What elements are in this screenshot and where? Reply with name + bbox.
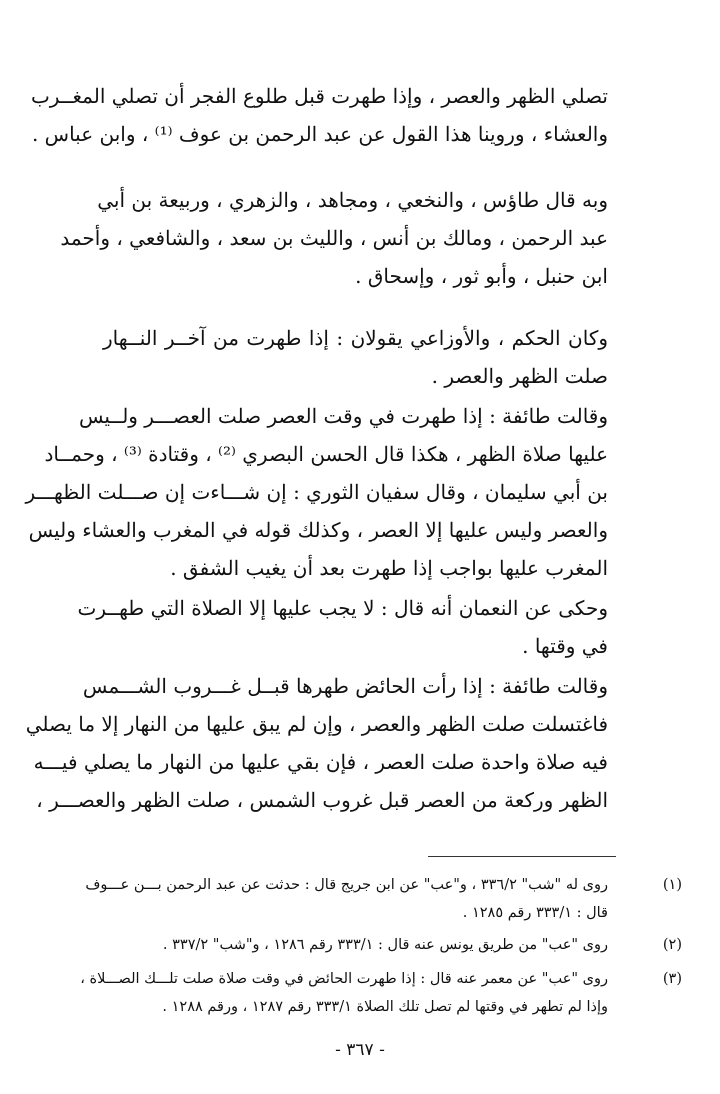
body-line-18: الظهر وركعة من العصر قبل غروب الشمس ، صلت الظهر والعصـــر ،	[36, 788, 608, 812]
body-line-9: عليها صلاة الظهر ، هكذا قال الحسن البصري ⁽²⁾ ، وقتادة ⁽³⁾ ، وحمــاد	[44, 442, 608, 466]
footnote-2-text: روى "عب" من طريق يونس عنه قال : ٣٣٣/١ رقم ١٢٨٦ ، و"شب" ٣٣٧/٢ .	[162, 937, 608, 953]
body-line-7: صلت الظهر والعصر .	[431, 364, 608, 388]
footnote-3-text: روى "عب" عن معمر عنه قال : إذا طهرت الحائض في وقت صلاة صلت تلـــك الصـــلاة ،	[80, 971, 608, 987]
body-line-16: فاغتسلت صلت الظهر والعصر ، وإن لم يبق عليها من النهار إلا ما يصلي	[25, 712, 608, 736]
body-line-11: والعصر وليس عليها إلا العصر ، وكذلك قوله في المغرب والعشاء وليس	[28, 518, 608, 542]
body-line-3: وبه قال طاؤس ، والنخعي ، ومجاهد ، والزهري ، وربيعة بن أبي	[97, 188, 608, 212]
body-line-2: والعشاء ، وروينا هذا القول عن عبد الرحمن بن عوف ⁽¹⁾ ، وابن عباس .	[31, 122, 608, 146]
page-number: - ٣٦٧ -	[335, 1040, 385, 1060]
footnote-divider	[428, 856, 616, 857]
body-line-6: وكان الحكم ، والأوزاعي يقولان : إذا طهرت من آخــر النــهار	[103, 326, 608, 350]
body-line-8: وقالت طائفة : إذا طهرت في وقت العصر صلت العصـــر ولــيس	[78, 404, 608, 428]
body-line-15: وقالت طائفة : إذا رأت الحائض طهرها قبــل غـــروب الشـــمس	[82, 674, 608, 698]
body-line-4: عبد الرحمن ، ومالك بن أنس ، والليث بن سعد ، والشافعي ، وأحمد	[60, 226, 608, 250]
footnote-3-number: (٣)	[662, 971, 682, 987]
body-line-12: المغرب عليها بواجب إذا طهرت بعد أن يغيب الشفق .	[170, 556, 608, 580]
footnote-1-continuation: قال : ٣٣٣/١ رقم ١٢٨٥ .	[462, 905, 608, 921]
footnote-1-number: (١)	[662, 877, 682, 893]
body-line-5: ابن حنبل ، وأبو ثور ، وإسحاق .	[355, 264, 608, 288]
body-line-17: فيه صلاة واحدة صلت العصر ، فإن بقي عليها من النهار ما يصلي فيـــه	[33, 750, 608, 774]
body-line-1: تصلي الظهر والعصر ، وإذا طهرت قبل طلوع الفجر أن تصلي المغــرب	[30, 84, 608, 108]
footnote-2-number: (٢)	[662, 937, 682, 953]
body-line-14: في وقتها .	[522, 634, 608, 658]
body-line-13: وحكى عن النعمان أنه قال : لا يجب عليها إلا الصلاة التي طهــرت	[77, 596, 608, 620]
footnote-1-text: روى له "شب" ٣٣٦/٢ ، و"عب" عن ابن جريج قال : حدثت عن عبد الرحمن بـــن عـــوف	[85, 877, 608, 893]
footnote-3-continuation: وإذا لم تطهر في وقتها لم تصل تلك الصلاة ٣٣٣/١ رقم ١٢٨٧ ، ورقم ١٢٨٨ .	[162, 999, 608, 1015]
body-line-10: بن أبي سليمان ، وقال سفيان الثوري : إن شـــاءت إن صـــلت الظهـــر	[25, 480, 608, 504]
